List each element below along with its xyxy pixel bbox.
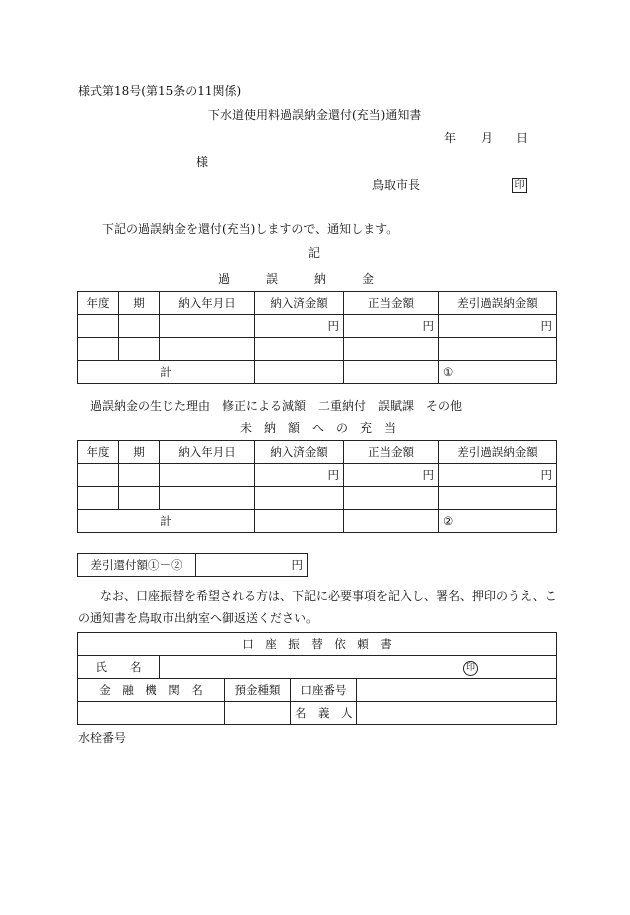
total-label: 計: [78, 361, 255, 384]
holder-label: 名 義 人: [291, 702, 357, 725]
deposit-type-label: 預金種類: [225, 679, 291, 702]
cell-correct-amount[interactable]: 円: [344, 315, 439, 338]
header-period: 期: [119, 441, 160, 464]
date-year: 年: [444, 131, 457, 145]
ki-label: 記: [308, 246, 321, 260]
cell-period[interactable]: [119, 338, 160, 361]
header-paid-amount: 納入済金額: [255, 441, 344, 464]
refund-label: 差引還付額①－②: [78, 554, 196, 577]
date-month: 月: [481, 131, 494, 145]
document-title: 下水道使用料過誤納金還付(充当)通知書: [208, 108, 422, 122]
deposit-type-field[interactable]: [225, 702, 291, 725]
cell-correct-amount[interactable]: [344, 338, 439, 361]
cell-overpayment[interactable]: 円: [439, 464, 557, 487]
total-overpayment[interactable]: [439, 510, 557, 533]
refund-amount-cell[interactable]: 円: [196, 554, 308, 577]
seal-mark: 印: [463, 661, 478, 676]
table-row: [78, 487, 557, 510]
cell-correct-amount[interactable]: [344, 487, 439, 510]
cell-paid-amount[interactable]: [255, 487, 344, 510]
note-line-1: なお、口座振替を希望される方は、下記に必要事項を記入し、署名、押印のうえ、こ: [100, 589, 557, 603]
cell-paid-amount[interactable]: [255, 338, 344, 361]
header-correct-amount: 正当金額: [344, 441, 439, 464]
name-label: 氏 名: [78, 656, 160, 679]
table-row: [78, 464, 557, 487]
total-label: 計: [78, 510, 255, 533]
total-row: [78, 361, 557, 384]
seal-mark: 印: [512, 178, 527, 193]
cell-period[interactable]: [119, 315, 160, 338]
account-transfer-title: 口 座 振 替 依 頼 書: [78, 633, 557, 656]
issuer-name: 鳥取市長: [372, 178, 421, 192]
table-row: [78, 338, 557, 361]
header-fiscal-year: 年度: [78, 441, 119, 464]
holder-row: [78, 702, 557, 725]
table-header-row: [78, 292, 557, 315]
refund-row: [78, 554, 308, 577]
cell-correct-amount[interactable]: 円: [344, 464, 439, 487]
header-correct-amount: 正当金額: [344, 292, 439, 315]
header-fiscal-year: 年度: [78, 292, 119, 315]
date-day: 日: [516, 131, 529, 145]
header-payment-date: 納入年月日: [160, 441, 255, 464]
header-overpayment: 差引過誤納金額: [439, 292, 557, 315]
cell-period[interactable]: [119, 487, 160, 510]
table-row: [78, 315, 557, 338]
note-line-2: の通知書を鳥取市出納室へ御返送ください。: [78, 611, 319, 625]
cell-fiscal-year[interactable]: [78, 315, 119, 338]
header-period: 期: [119, 292, 160, 315]
name-field[interactable]: [160, 656, 557, 679]
total-overpayment[interactable]: [439, 361, 557, 384]
section1-title: 過 誤 納 金: [218, 272, 375, 286]
cell-payment-date[interactable]: [160, 487, 255, 510]
cell-paid-amount[interactable]: 円: [255, 315, 344, 338]
cell-payment-date[interactable]: [160, 464, 255, 487]
header-payment-date: 納入年月日: [160, 292, 255, 315]
bank-header-row: [78, 679, 557, 702]
bank-label: 金 融 機 関 名: [78, 679, 225, 702]
total-correct-amount[interactable]: [344, 510, 439, 533]
circle-one-marker: ①: [443, 365, 454, 379]
cell-payment-date[interactable]: [160, 315, 255, 338]
cell-overpayment[interactable]: 円: [439, 315, 557, 338]
total-paid-amount[interactable]: [255, 361, 344, 384]
total-correct-amount[interactable]: [344, 361, 439, 384]
issuer-seal: [512, 177, 527, 193]
cell-overpayment[interactable]: [439, 338, 557, 361]
section2-title: 未 納 額 へ の 充 当: [240, 421, 397, 435]
name-row: [78, 656, 557, 679]
account-number-label: 口座番号: [291, 679, 357, 702]
refund-amount-table: [77, 553, 308, 577]
account-number-field[interactable]: [357, 679, 557, 702]
account-title-row: [78, 633, 557, 656]
account-transfer-table: [77, 632, 557, 725]
total-row: [78, 510, 557, 533]
holder-field[interactable]: [357, 702, 557, 725]
cell-fiscal-year[interactable]: [78, 464, 119, 487]
intro-text: 下記の過誤納金を還付(充当)しますので、通知します。: [102, 222, 399, 236]
table-header-row: [78, 441, 557, 464]
appropriation-table: [77, 440, 557, 533]
cell-paid-amount[interactable]: 円: [255, 464, 344, 487]
cell-payment-date[interactable]: [160, 338, 255, 361]
form-number: 様式第18号(第15条の11関係): [78, 84, 242, 98]
addressee-suffix: 様: [196, 155, 209, 169]
cell-overpayment[interactable]: [439, 487, 557, 510]
circle-two-marker: ②: [443, 514, 454, 528]
overpayment-table: [77, 291, 557, 384]
header-overpayment: 差引過誤納金額: [439, 441, 557, 464]
cell-fiscal-year[interactable]: [78, 338, 119, 361]
total-paid-amount[interactable]: [255, 510, 344, 533]
bank-name-field[interactable]: [78, 702, 225, 725]
faucet-number-label: 水栓番号: [78, 731, 127, 745]
header-paid-amount: 納入済金額: [255, 292, 344, 315]
cell-fiscal-year[interactable]: [78, 487, 119, 510]
reason-text: 過誤納金の生じた理由 修正による減額 二重納付 誤賦課 その他: [90, 399, 463, 413]
cell-period[interactable]: [119, 464, 160, 487]
